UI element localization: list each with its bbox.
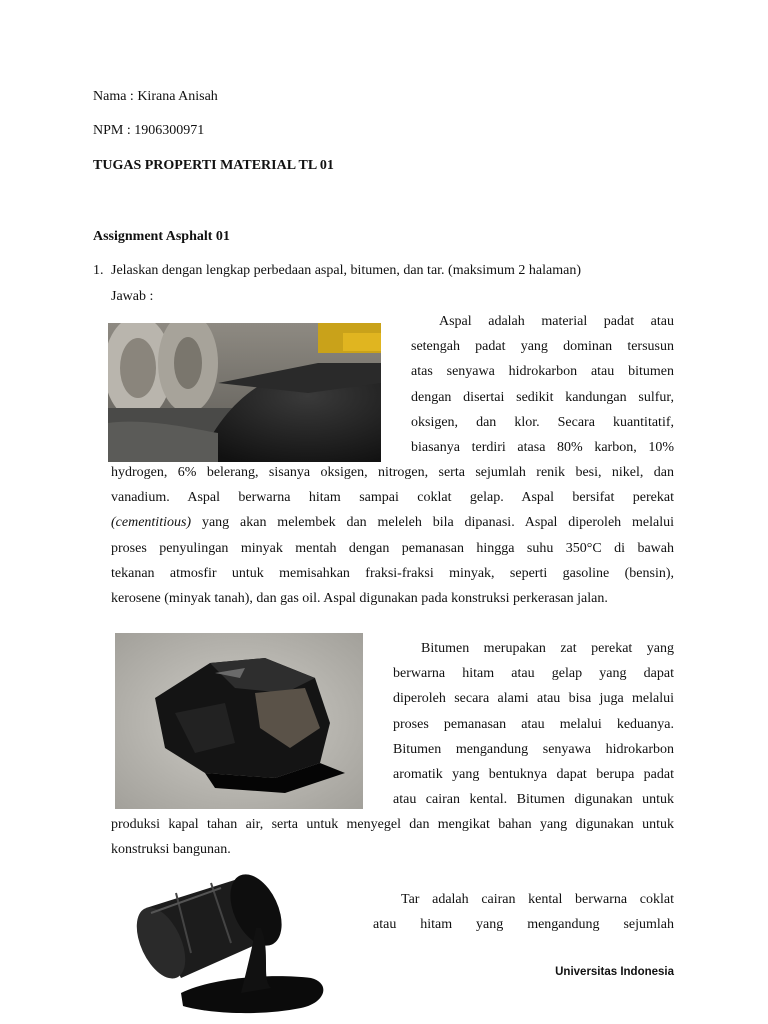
question-number: 1. (93, 263, 104, 278)
student-name: Nama : Kirana Anisah (93, 89, 218, 104)
tar-barrel-image (121, 868, 343, 1020)
question-text: Jelaskan dengan lengkap perbedaan aspal, bitumen, dan tar. (maksimum 2 halaman) (111, 263, 582, 278)
bitumen-rock-image (115, 633, 363, 809)
bitumen-full-text: produksi kapal tahan air, serta untuk menyegel dan mengikat bahan yang digunakan untuk konstruksi bangunan. (111, 817, 674, 858)
asphalt-paving-image (108, 323, 381, 462)
bitumen-side-text: Bitumen merupakan zat perekat yang berwarna hitam atau gelap yang dapat diperoleh secara alami atau bisa juga melalui proses pemanasan atau melalui keduanya. Bitumen mengandung senyawa hidrokarbon aromatik yang bentuknya dapat berupa padat atau cairan kental. Bitumen digunakan untuk (393, 641, 674, 808)
section-title: Assignment Asphalt 01 (93, 229, 230, 244)
answer-label: Jawab : (111, 289, 154, 304)
student-npm: NPM : 1906300971 (93, 123, 205, 138)
tar-side-text: Tar adalah cairan kental berwarna coklat atau hitam yang mengandung sejumlah (373, 892, 674, 933)
assignment-title: TUGAS PROPERTI MATERIAL TL 01 (93, 158, 334, 173)
aspal-full-text: hydrogen, 6% belerang, sisanya oksigen, nitrogen, serta sejumlah renik besi, nikel, dan vanadium. Aspal berwarna hitam sampai coklat gelap. Aspal bersifat perekat (cementitious) yang akan melembek dan meleleh bila dipanasi. Aspal diperoleh melalui proses penyulingan minyak mentah dengan pemanasan hingga suhu 350°C di bawah tekanan atmosfir untuk memisahkan fraksi-fraksi minyak, seperti gasoline (bensin), kerosene (minyak tanah), dan gas oil. Aspal digunakan pada konstruksi perkerasan jalan. (111, 465, 675, 607)
aspal-side-text: Aspal adalah material padat atau setengah padat yang dominan tersusun atas senyawa hidrokarbon atau bitumen dengan disertai sedikit kandungan sulfur, oksigen, dan klor. Secara kuantitatif, biasanya terdiri atasa 80% karbon, 10% (411, 314, 674, 456)
page-footer: Universitas Indonesia (555, 966, 674, 978)
